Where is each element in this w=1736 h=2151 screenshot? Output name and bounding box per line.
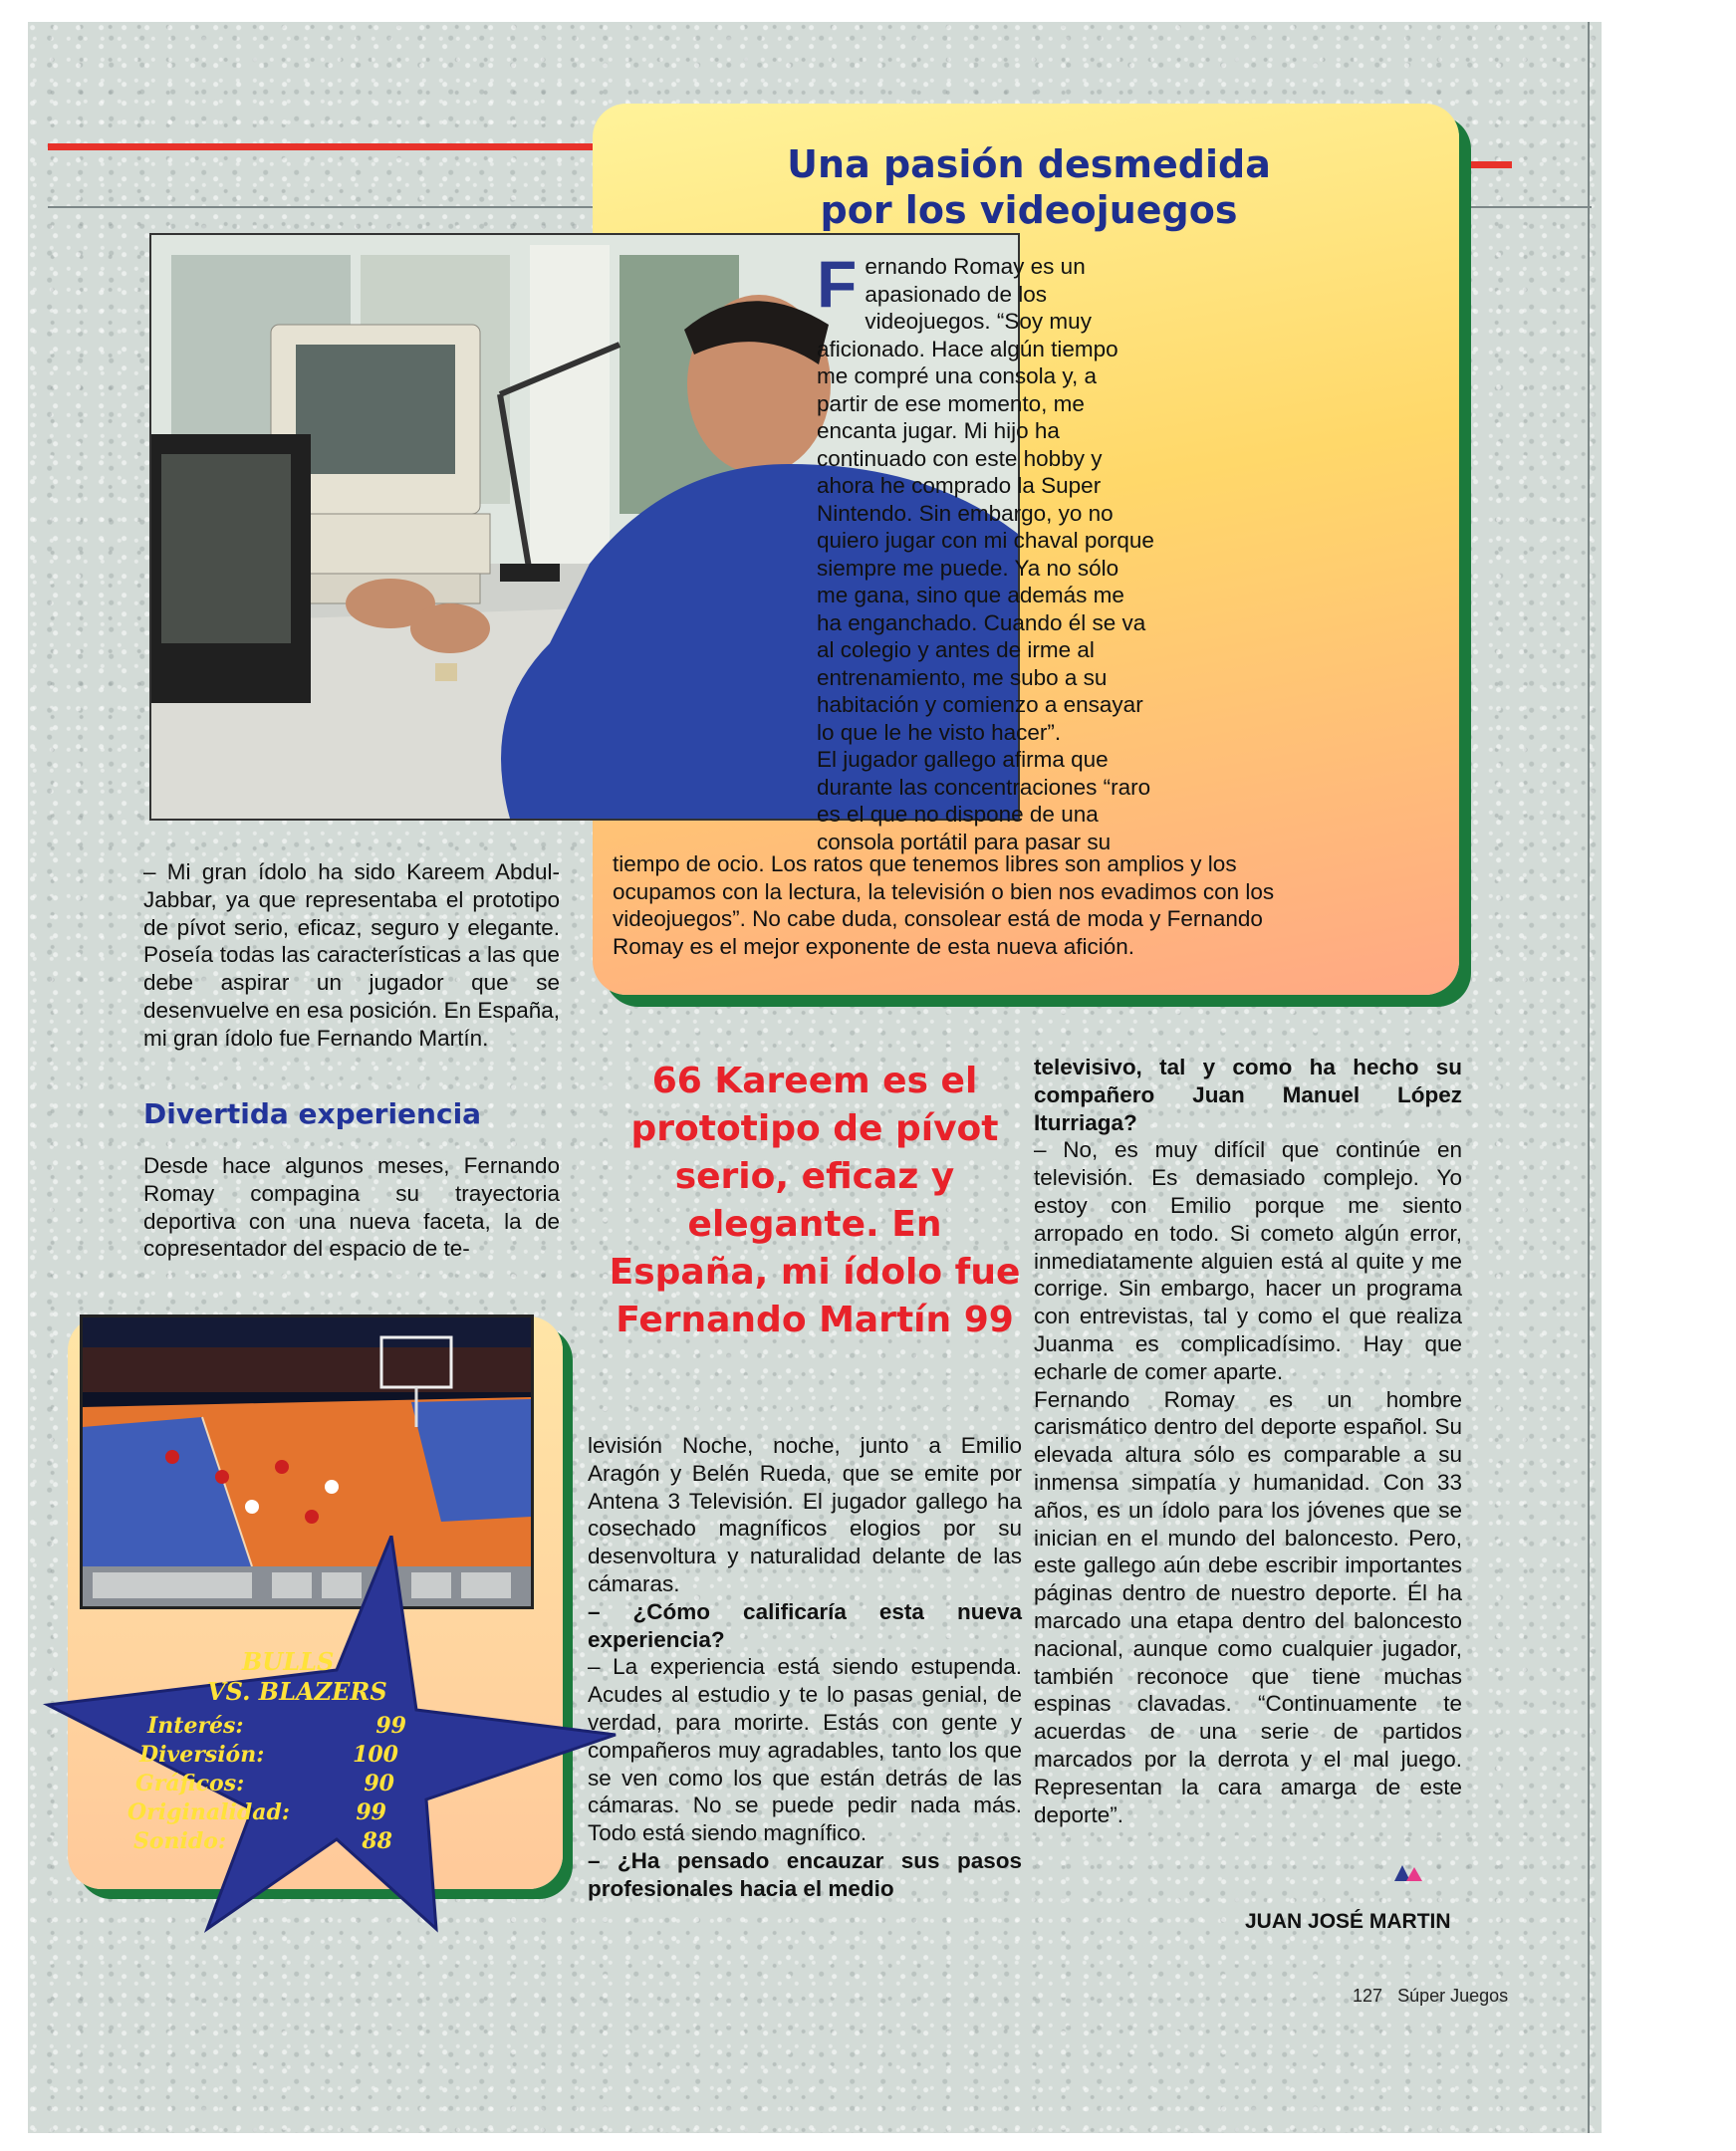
sidebar-text-line: El jugador gallego afirma que	[817, 747, 1109, 772]
middle-column	[588, 1432, 1022, 1903]
score-value: 88	[362, 1828, 392, 1854]
sidebar-text-line: Nintendo. Sin embargo, yo no	[817, 500, 1114, 526]
sidebar-text-line: apasionado de los	[865, 281, 1047, 307]
interview-question-1: – ¿Cómo calificaría esta nueva experiencia?	[588, 1598, 1022, 1652]
interview-question-2: – ¿Ha pensado encauzar sus pasos profesionales hacia el medio	[588, 1847, 1022, 1901]
sidebar-text-line: durante las concentraciones “raro	[817, 774, 1151, 800]
sidebar-text-line: videojuegos. “Soy muy	[865, 309, 1092, 334]
middle-paragraph: levisión Noche, noche, junto a Emilio Aragón y Belén Rueda, que se emite por Antena 3 Televisión. El jugador gallego ha cosechado magníficos elogios por su desenvoltura y naturalidad delante de las cámaras.	[588, 1433, 1022, 1596]
score-value: 99	[356, 1799, 386, 1825]
body-paragraph: Desde hace algunos meses, Fernando Romay compagina su trayectoria deportiva con una nueva faceta, la de copresentador del espacio de te-	[143, 1153, 560, 1262]
sidebar-text-line: ha enganchado. Cuando él se va	[817, 609, 1146, 635]
top-red-rule-right	[1452, 161, 1512, 168]
sidebar-title-line-1: Una pasión desmedida	[787, 142, 1271, 186]
score-row	[127, 1799, 386, 1825]
score-value: 100	[353, 1742, 398, 1768]
interview-answer-2: – No, es muy difícil que continúe en televisión. Es demasiado complejo. Yo estoy con Emilio porque me siento arropado en todo. Si cometo algún error, inmediatamente alguien está al quite y me corrige. Sin embargo, hacer un programa con entrevistas, tal y como el que realiza Juanma es complicadísimo. Hay que echarle de comer aparte.	[1034, 1137, 1462, 1384]
sidebar-text-line: me compré una consola y, a	[817, 363, 1097, 388]
sidebar-narrow-lines	[817, 247, 1434, 855]
sidebar-text-line: al colegio y antes de irme al	[817, 637, 1095, 662]
sidebar-title	[645, 141, 1412, 233]
sidebar-text-line: encanta jugar. Mi hijo ha	[817, 418, 1060, 443]
score-value: 99	[375, 1713, 406, 1739]
sidebar-text-line: aficionado. Hace algún tiempo	[817, 336, 1118, 361]
sidebar-text-line: me gana, sino que además me	[817, 583, 1124, 607]
score-label: Sonido:	[133, 1828, 227, 1854]
magazine-page	[28, 22, 1602, 2133]
sidebar-text-line: consola portátil para pasar su	[817, 829, 1112, 854]
score-row	[147, 1713, 406, 1739]
score-label: Gráficos:	[135, 1771, 245, 1796]
score-star	[38, 1536, 645, 1954]
score-row	[135, 1771, 394, 1796]
magazine-logo-icon	[1394, 1865, 1422, 1881]
sidebar-text-line: habitación y comienzo a ensayar	[817, 692, 1143, 717]
sidebar-wide-text-line: videojuegos”. No cabe duda, consolear está de moda y Fernando	[613, 906, 1263, 931]
sidebar-text-block	[817, 247, 1434, 855]
score-title-line-2: VS. BLAZERS	[207, 1677, 387, 1706]
author-byline: JUAN JOSÉ MARTIN	[1245, 1910, 1451, 1933]
score-title-line-1: BULLS	[242, 1647, 335, 1676]
page-footer	[1353, 1986, 1518, 2007]
interview-answer-1: – La experiencia está siendo estupenda. Acudes al estudio y te lo pasas genial, de verdad, para morirte. Estás con gente y compañeros muy agradables, tanto los que se ven como los que están detrás de las cámaras. No se puede pedir nada más. Todo está siendo magnífico.	[588, 1654, 1022, 1846]
score-label: Diversión:	[139, 1742, 265, 1768]
sidebar-text-line: ernando Romay es un	[865, 254, 1086, 279]
score-label: Originalidad:	[127, 1799, 290, 1825]
top-red-rule	[48, 143, 606, 150]
sidebar-text-line: siempre me puede. Ya no sólo	[817, 555, 1119, 581]
sidebar-text-line: partir de ese momento, me	[817, 390, 1085, 416]
quote-close-mark: 99	[963, 1300, 1014, 1340]
sidebar-text-line: continuado con este hobby y	[817, 445, 1103, 471]
sidebar-text-line: entrenamiento, me subo a su	[817, 664, 1108, 690]
interview-question-2-continued: televisivo, tal y como ha hecho su compañero Juan Manuel López Iturriaga?	[1034, 1055, 1462, 1135]
sidebar-text-line: ahora he comprado la Super	[817, 473, 1102, 498]
sidebar-title-line-2: por los videojuegos	[820, 188, 1238, 232]
score-row	[139, 1742, 398, 1768]
score-label: Interés:	[147, 1713, 244, 1739]
sidebar-drop-cap: F	[817, 247, 858, 321]
score-row	[133, 1828, 392, 1854]
sidebar-wide-text-line: Romay es el mejor exponente de esta nueva afición.	[613, 933, 1135, 959]
quote-text: Kareem es el prototipo de pívot serio, eficaz y elegante. En España, mi ídolo fue Fernando Martín	[609, 1061, 1021, 1340]
quote-open-mark: 66	[651, 1061, 702, 1101]
section-subhead: Divertida experiencia	[143, 1097, 482, 1130]
sidebar-wide-lines	[613, 850, 1449, 960]
left-column-intro	[143, 858, 560, 1053]
pull-quote	[606, 1058, 1024, 1344]
right-column	[1034, 1054, 1462, 1828]
sidebar-wide-text-line: tiempo de ocio. Los ratos que tenemos libres son amplios y los	[613, 851, 1237, 876]
sidebar-text-line: lo que le he visto hacer”.	[817, 719, 1062, 745]
sidebar-wide-text-line: ocupamos con la lectura, la televisión o bien nos evadimos con los	[613, 878, 1275, 904]
magazine-name: Súper Juegos	[1397, 1986, 1509, 2006]
sidebar-text-line: quiero jugar con mi chaval porque	[817, 528, 1154, 553]
sidebar-text-line: es el que no dispone de una	[817, 802, 1099, 827]
score-value: 90	[364, 1771, 394, 1796]
page-number: 127	[1353, 1986, 1383, 2006]
closing-paragraph: Fernando Romay es un hombre carismático dentro del deporte español. Su elevada altura sólo es comparable a su inmensa simpatía y humanidad. Con 33 años, es un ídolo para los jóvenes que se inician en el mundo del baloncesto. Pero, este gallego aún debe escribir importantes páginas dentro de nuestro deporte. Él ha marcado una etapa dentro del baloncesto nacional, aunque como cualquier jugador, también reconoce que tiene muchas espinas clavadas. “Continuamente te acuerdas de una serie de partidos marcados por la derrota y el mal juego. Representan la cara amarga de este deporte”.	[1034, 1386, 1462, 1827]
intro-paragraph: – Mi gran ídolo ha sido Kareem Abdul-Jabbar, ya que representaba el prototipo de pívot serio, eficaz, seguro y elegante. Poseía todas las características a las que debe aspirar un jugador que se desenvuelve en esa posición. En España, mi gran ídolo fue Fernando Martín.	[143, 859, 560, 1051]
right-margin-rule	[1588, 22, 1590, 2133]
left-column-body	[143, 1152, 560, 1263]
